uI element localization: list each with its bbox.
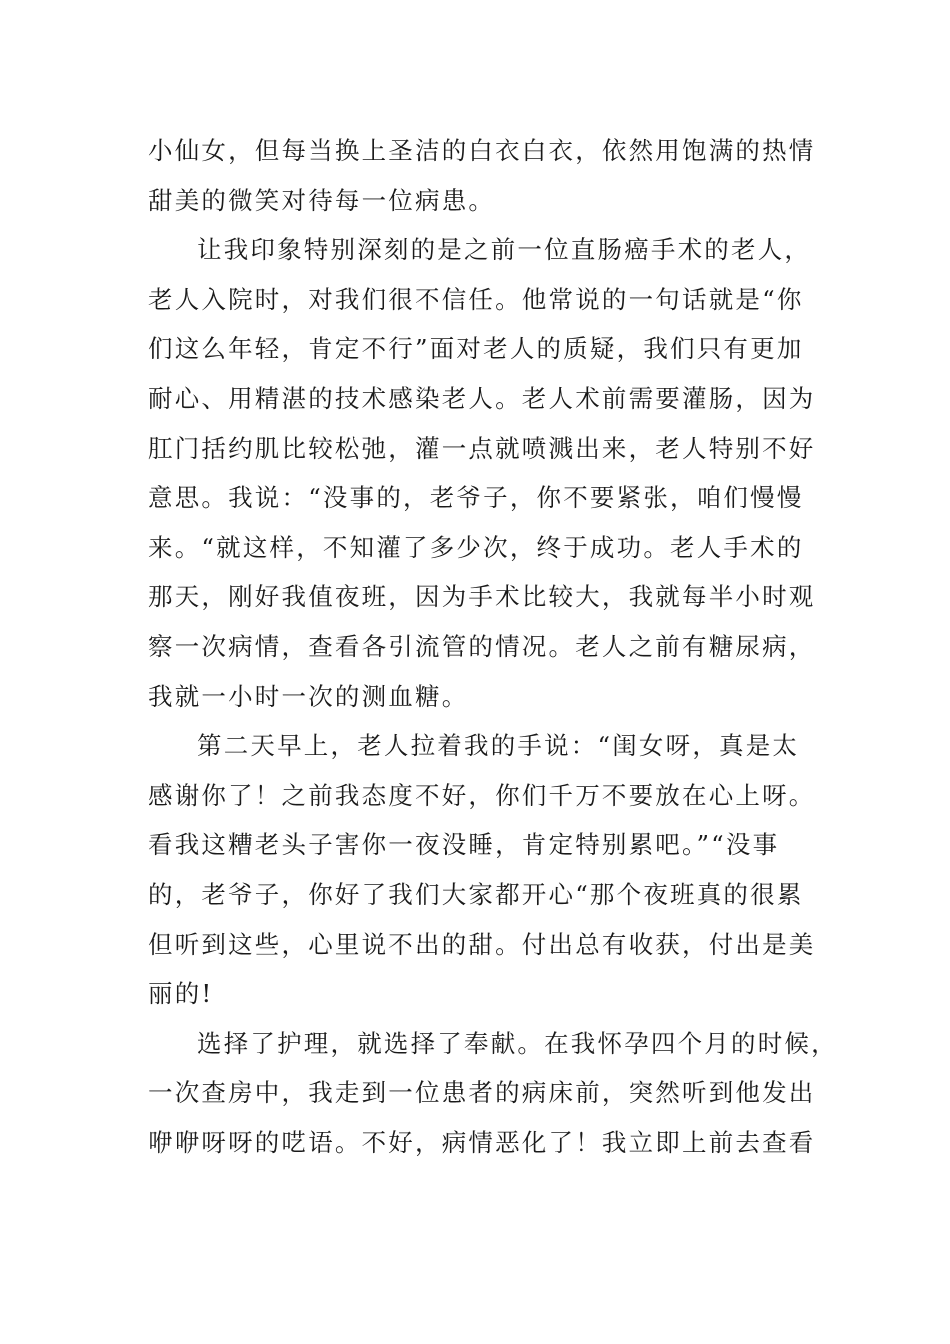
text-line: 丽的! xyxy=(148,979,214,1009)
text-line: 但听到这些，心里说不出的甜。付出总有收获，付出是美 xyxy=(148,929,816,959)
paragraph-start-line: 选择了护理，就选择了奉献。在我怀孕四个月的时候， xyxy=(197,1028,838,1058)
text-line: 们这么年轻，肯定不行”面对老人的质疑，我们只有更加 xyxy=(148,334,804,364)
text-line: 意思。我说：“没事的，老爷子，你不要紧张，咱们慢慢 xyxy=(148,483,804,513)
paragraph-start-line: 第二天早上，老人拉着我的手说：“闺女呀，真是太 xyxy=(197,731,800,761)
text-line: 来。“就这样，不知灌了多少次，终于成功。老人手术的 xyxy=(148,532,804,562)
text-line: 小仙女，但每当换上圣洁的白衣白衣，依然用饱满的热情 xyxy=(148,136,816,165)
text-line: 一次查房中，我走到一位患者的病床前，突然听到他发出 xyxy=(148,1078,816,1108)
paragraph-start-line: 让我印象特别深刻的是之前一位直肠癌手术的老人， xyxy=(197,235,812,265)
text-line: 咿咿呀呀的呓语。不好，病情恶化了！我立即上前去查看 xyxy=(148,1127,816,1157)
text-line: 肛门括约肌比较松弛，灌一点就喷溅出来，老人特别不好 xyxy=(148,433,816,463)
text-line: 察一次病情，查看各引流管的情况。老人之前有糖尿病， xyxy=(148,631,816,661)
body-text xyxy=(148,126,838,1167)
text-line: 老人入院时，对我们很不信任。他常说的一句话就是“你 xyxy=(148,284,804,314)
text-line: 感谢你了！之前我态度不好，你们千万不要放在心上呀。 xyxy=(148,780,816,810)
text-line: 耐心、用精湛的技术感染老人。老人术前需要灌肠，因为 xyxy=(148,383,816,413)
text-line: 的，老爷子，你好了我们大家都开心“那个夜班真的很累 xyxy=(148,879,804,909)
text-line: 那天，刚好我值夜班，因为手术比较大，我就每半小时观 xyxy=(148,582,816,612)
text-line: 甜美的微笑对待每一位病患。 xyxy=(148,185,496,215)
text-line: 看我这糟老头子害你一夜没睡，肯定特别累吧。”“没事 xyxy=(148,830,780,860)
text-line: 我就一小时一次的测血糖。 xyxy=(148,681,469,711)
